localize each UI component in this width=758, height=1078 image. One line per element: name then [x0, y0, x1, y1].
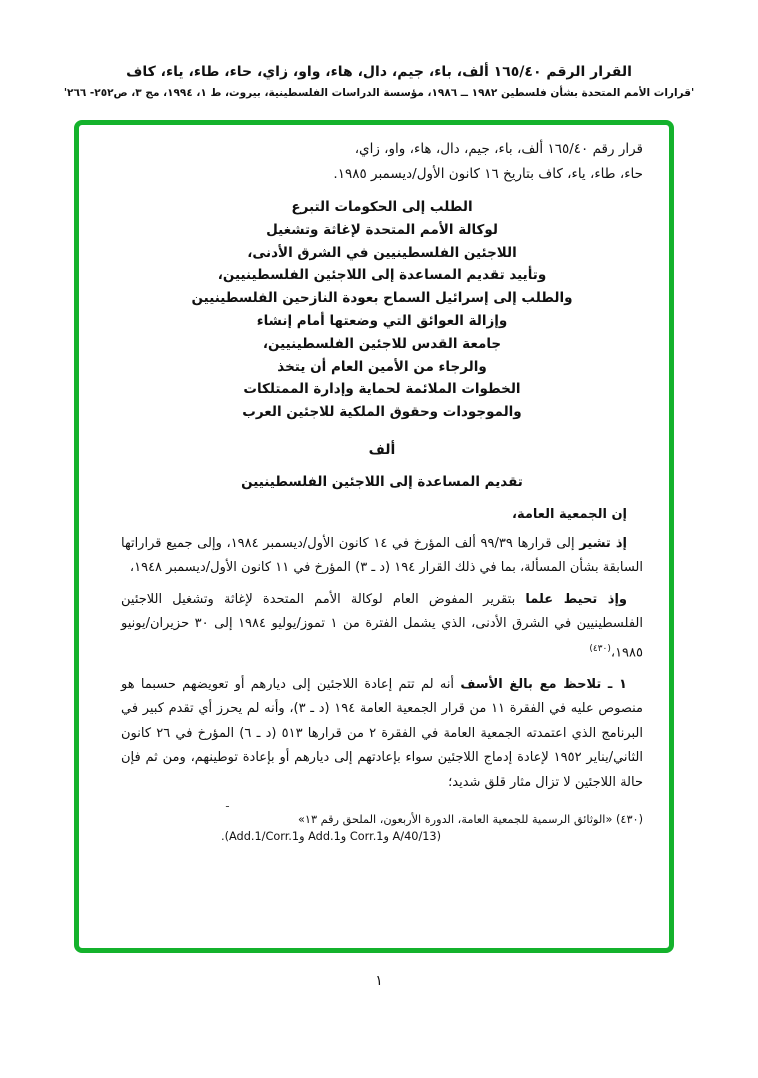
- document-title: القرار الرقم ١٦٥/٤٠ ألف، باء، جيم، دال، هاء، واو، زاي، حاء، طاء، ياء، كاف: [126, 64, 632, 80]
- title-line: وإزالة العوائق التي وضعتها أمام إنشاء: [256, 312, 508, 329]
- title-line: الطلب إلى الحكومات التبرع: [291, 199, 473, 215]
- footnote-reference: (٤٣٠): [589, 643, 611, 654]
- intro-line-2: حاء، طاء، ياء، كاف بتاريخ ١٦ كانون الأول/ديسمبر ١٩٨٥.: [333, 166, 643, 182]
- resolution-title-block: [121, 196, 643, 424]
- paragraph-text: أنه لم تتم إعادة اللاجئين إلى ديارهم أو تعويضهم حسبما هو منصوص عليه في الفقرة ١١ من قرار الجمعية العامة ١٩٤ (د ـ ٣)، وأنه لم يحرز أي تقدم كبير في البرنامج الذي اعتمدته الجمعية العامة في الفقرة ٢ من قرارها ٥١٣ (د ـ ٦) المؤرخ في ٢٦ كانون الثاني/يناير ١٩٥٢ لإعادة إدماج اللاجئين سواء بإعادتهم إلى ديارهم أو بإعادة توطينهم، ومن ثم فإن حالة اللاجئين لا تزال مثار قلق شديد؛: [121, 676, 643, 790]
- paragraph-text: بتقرير المفوض العام لوكالة الأمم المتحدة لإغاثة وتشغيل اللاجئين الفلسطينيين في الشرق الأدنى، الذي يشمل الفترة من ١ تموز/يوليو ١٩٨٤ إلى ٣٠ حزيران/يونيو ١٩٨٥،: [121, 591, 643, 661]
- footnote-marker: (٤٣٠): [615, 813, 643, 827]
- section-letter: ألف: [368, 441, 396, 458]
- title-line: الخطوات الملائمة لحماية وإدارة الممتلكات: [243, 381, 521, 398]
- intro-line-1: قرار رقم ١٦٥/٤٠ ألف، باء، جيم، دال، هاء، واو، زاي،: [354, 141, 643, 157]
- footnote: [121, 811, 643, 845]
- paragraph-recalling: [121, 532, 643, 581]
- paragraph-text: إلى قرارها ٩٩/٣٩ ألف المؤرخ في ١٤ كانون الأول/ديسمبر ١٩٨٤، وإلى جميع قراراتها السابقة بشأن المسألة، بما في ذلك القرار ١٩٤ (د ـ ٣) المؤرخ في ١١ كانون الأول/ديسمبر ١٩٤٨،: [121, 535, 643, 576]
- title-line: وتأييد تقديم المساعدة إلى اللاجئين الفلسطينيين،: [217, 267, 547, 284]
- resolution-intro: [157, 137, 643, 187]
- paragraph-lead: وإذ تحيط علما: [525, 591, 628, 607]
- resolution-border-box: [74, 120, 674, 953]
- page-number: ١: [375, 973, 383, 989]
- title-line: جامعة القدس للاجئين الفلسطينيين،: [262, 335, 502, 352]
- paragraph-lead: تلاحظ مع بالغ الأسف: [460, 676, 602, 692]
- paragraph-taking-note: [121, 588, 643, 666]
- title-line: والموجودات وحقوق الملكية للاجئين العرب: [242, 404, 522, 421]
- paragraph-operative-1: [121, 673, 643, 796]
- preamble-opening: إن الجمعية العامة،: [512, 506, 627, 522]
- document-source-line: 'قرارات الأمم المتحدة بشأن فلسطين ١٩٨٢ ــ ١٩٨٦، مؤسسة الدراسات الفلسطينية، بيروت، ط ١، ١٩٩٤، مج ٣، ص٢٥٢- ٢٦٦': [63, 87, 695, 99]
- footnote-document-symbols: (A/40/13 وCorr.1 وAdd.1 وAdd.1/Corr.1).: [221, 830, 442, 844]
- footnote-separator: ـ: [226, 799, 229, 811]
- title-line: اللاجئين الفلسطينيين في الشرق الأدنى،: [247, 244, 517, 261]
- paragraph-lead: إذ تشير: [579, 535, 627, 551]
- title-line: والرجاء من الأمين العام أن يتخذ: [277, 358, 487, 375]
- title-line: لوكالة الأمم المتحدة لإغاثة وتشغيل: [266, 221, 498, 238]
- document-header: [0, 0, 758, 99]
- title-line: والطلب إلى إسرائيل السماح بعودة النازحين الفلسطينيين: [191, 290, 573, 307]
- footnote-text: «الوثائق الرسمية للجمعية العامة، الدورة الأربعون، الملحق رقم ١٣»: [297, 813, 613, 827]
- paragraph-number: ١ ـ: [601, 676, 627, 692]
- section-title: تقديم المساعدة إلى اللاجئين الفلسطينيين: [241, 473, 523, 490]
